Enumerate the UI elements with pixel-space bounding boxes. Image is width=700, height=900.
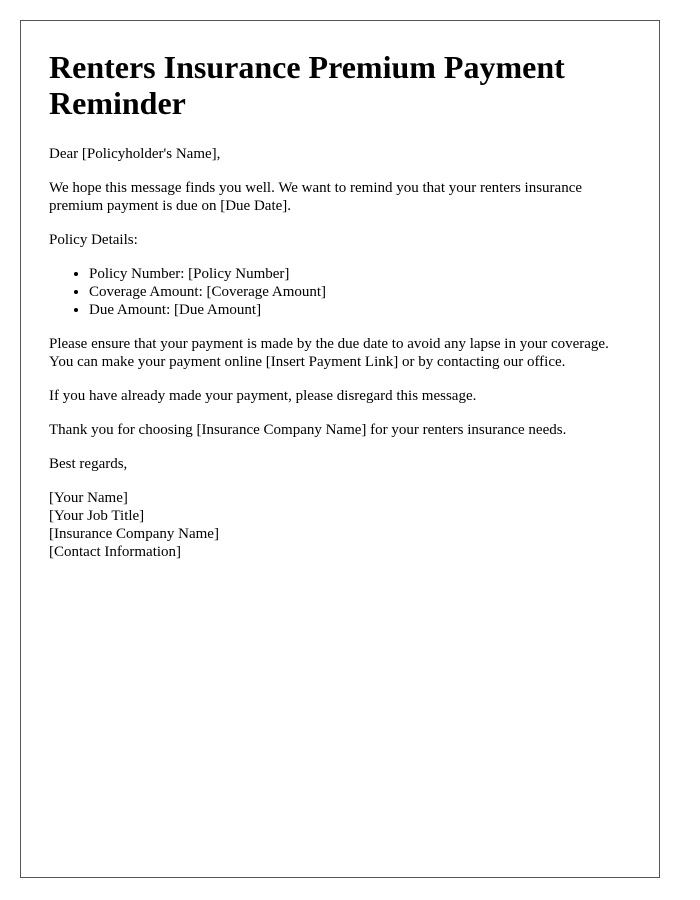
salutation: Dear [Policyholder's Name], xyxy=(49,146,221,162)
policy-number-item: • Policy Number: [Policy Number] xyxy=(89,265,631,283)
signature-block xyxy=(49,489,631,561)
signature-company: [Insurance Company Name] xyxy=(49,526,219,542)
signature-name: [Your Name] xyxy=(49,490,128,506)
letter-title: Renters Insurance Premium Payment Reminder xyxy=(49,49,565,121)
intro-paragraph: We hope this message finds you well. We want to remind you that your renters insurance premium payment is due on [Due Date]. xyxy=(49,180,583,214)
due-amount-item: • Due Amount: [Due Amount] xyxy=(89,301,631,319)
letter-page xyxy=(20,20,660,878)
coverage-amount-item: • Coverage Amount: [Coverage Amount] xyxy=(89,283,631,301)
signature-job-title: [Your Job Title] xyxy=(49,508,145,524)
disregard-paragraph: If you have already made your payment, please disregard this message. xyxy=(49,388,477,404)
policy-details-list xyxy=(49,265,631,319)
payment-instructions-paragraph: Please ensure that your payment is made by the due date to avoid any lapse in your coverage. You can make your payment online [Insert Payment Link] or by contacting our office. xyxy=(49,336,609,370)
closing: Best regards, xyxy=(49,456,128,472)
signature-contact: [Contact Information] xyxy=(49,544,182,560)
thanks-paragraph: Thank you for choosing [Insurance Company Name] for your renters insurance needs. xyxy=(49,422,567,438)
policy-details-heading: Policy Details: xyxy=(49,232,138,248)
